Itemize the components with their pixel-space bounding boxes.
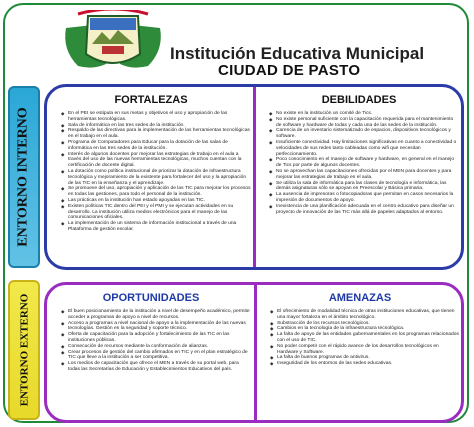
list-item: ◆ Oferta de capacitación para la adopción y fortalecimiento de las TIC en las instituciones públicas. (61, 332, 251, 344)
opportunities-list (51, 309, 251, 373)
opportunities-column (51, 285, 251, 418)
weaknesses-column (259, 87, 459, 265)
list-item: ◆ Consecución de recursos mediante la conformación de alianzas. (61, 344, 251, 350)
list-item: ◆ Crear procesos de gestión del cambio afirmados en TIC y en el plan estratégico de TIC que lleve a la institución a ser competitiva. (61, 350, 251, 362)
list-item: ◆ La implementación de un sistema de información institucional a través de una Plataforma de gestión escolar. (61, 221, 251, 233)
list-item: ◆ Programa de Computadores para Educar para la dotación de las salas de informática en las tres sedes de la institución. (61, 140, 251, 152)
list-item: ◆ Inseguridad de los entornos de las sedes educativas. (270, 361, 460, 367)
strengths-column (51, 87, 251, 265)
list-item: ◆ Existen políticas TIC dentro del PEI y el PMI y se ejecutan actividades en su desarrollo. La institución utiliza medios electrónicos para el manejo de las comunicaciones oficiales. (61, 204, 251, 221)
list-item: ◆ En el PEI se estipula en sus metas y objetivos el uso y apropiación de las herramientas tecnológicas. (61, 111, 251, 123)
list-item: ◆ Respaldo de las directivas para la implementación de las herramientas tecnológicas en el trabajo en el aula. (61, 128, 251, 140)
threats-heading: AMENAZAS (328, 292, 392, 304)
list-item: ◆ Se promueve del uso, apropiación y aplicación de las TIC para mejorar los procesos en todas las gestiones, para todo el personal de la institución. (61, 186, 251, 198)
column-divider (254, 285, 257, 420)
institution-title: Institución Educativa Municipal (170, 44, 425, 63)
weaknesses-heading: DEBILIDADES (321, 94, 397, 106)
list-item: ◆ Sala de informática en las tres sedes de la institución. (61, 123, 251, 129)
list-item: ◆ No se aprovechan las capacitaciones ofrecidas por el MEN para docentes y para mejorar las estrategias de trabajo en el aula. (269, 169, 459, 181)
list-item: ◆ Cambios en la tecnología de la infraestructura tecnológica. (270, 326, 460, 332)
external-analysis-panel (44, 282, 464, 423)
school-crest-logo (58, 10, 168, 72)
list-item: ◆ No existe en la institución un comité de Tics. (269, 111, 459, 117)
column-divider (253, 87, 256, 267)
list-item: ◆ El buen posicionamiento de la institución a nivel de desempeño académico, permite acceder a programas de apoyo a nivel de recursos. (61, 309, 251, 321)
list-item: ◆ Poco conocimiento en el manejo de software y hardware, en general en el manejo de Tics por parte de algunos docentes. (269, 157, 459, 169)
list-item: ◆ Acceso a programas a nivel nacional de apoyo a la implementación de las nuevas tecnologías. Gestión en la seguridad y soporte técnico. (61, 321, 251, 333)
threats-list (260, 309, 460, 367)
list-item: ◆ No existe personal suficiente con la capacitación requerida para el mantenimiento de software y hardware de todas y cada una de las sedes de la institución. (269, 117, 459, 129)
internal-environment-text: ENTORNO INTERNO (16, 107, 32, 247)
strengths-list (51, 111, 251, 233)
list-item: ◆ La falta de apoyo de las entidades gubernamentales en los programas relacionados con el uso de TIC. (270, 332, 460, 344)
list-item: ◆ La falta de buenos programas de antivirus. (270, 355, 460, 361)
list-item: ◆ Interés de algunos docentes por mejorar las estrategias de trabajo en el aula a través del uso de las nuevas herramientas tecnológicas, muchos cuentan con la certificación de docente digital. (61, 152, 251, 169)
list-item: ◆ Los medios de capacitación que ofrece el MEN a través de su portal web, para todas las Secretarías de Educación y Establecimientos Educativos del país. (61, 361, 251, 373)
list-item: ◆ Se utiliza la sala de informática para las clases de tecnología e informática, las demás asignaturas sólo se apoyan en Preescolar y Básica primaria. (269, 181, 459, 193)
list-item: ◆ Carencia de un inventario sistematizado de espacios, dispositivos tecnológicos y software. (269, 128, 459, 140)
strengths-heading: FORTALEZAS (114, 94, 188, 106)
list-item: ◆ El ofrecimiento de modalidad técnica de otras instituciones educativas, que tienen una mayor fortaleza en el ámbito tecnológico. (270, 309, 460, 321)
institution-subtitle: CIUDAD DE PASTO (218, 62, 361, 79)
list-item: ◆ La ausencia de impresoras o fotocopiadoras que permitan en casos necesarios la impresión de documentos de apoyo. (269, 192, 459, 204)
threats-column (260, 285, 460, 418)
list-item: ◆ Substracción de los recursos tecnológicos. (270, 321, 460, 327)
internal-analysis-panel (44, 84, 464, 270)
internal-environment-label (8, 86, 40, 268)
opportunities-heading: OPORTUNIDADES (102, 292, 200, 304)
list-item: ◆ La dotación como política institucional de priorizar la dotación de infraestructura tecnológica y mejoramiento de la existente para fortalecer del uso y la apropiación de las TIC en la enseñanza y el aprendizaje. (61, 169, 251, 186)
list-item: ◆ Las prácticas en la institución han estado apoyadas en las TIC. (61, 198, 251, 204)
list-item: ◆ No poder competir con el rápido avance de los desarrollos tecnológicos en Hardware y Software. (270, 344, 460, 356)
list-item: ◆ Insuficiente conectividad. Hay limitaciones significativas en cuanto a conectividad o velocidades de sus redes tanto cableadas como wifi que necesitan perfeccionamiento. (269, 140, 459, 157)
external-environment-label (8, 280, 40, 420)
list-item: ◆ Inexistencia de una planificación adecuada en el centro educativo para diseñar un proyecto de innovación de las TIC más allá de papeles adaptados al entorno. (269, 204, 459, 216)
weaknesses-list (259, 111, 459, 215)
external-environment-text: ENTORNO EXTERNO (18, 293, 31, 407)
